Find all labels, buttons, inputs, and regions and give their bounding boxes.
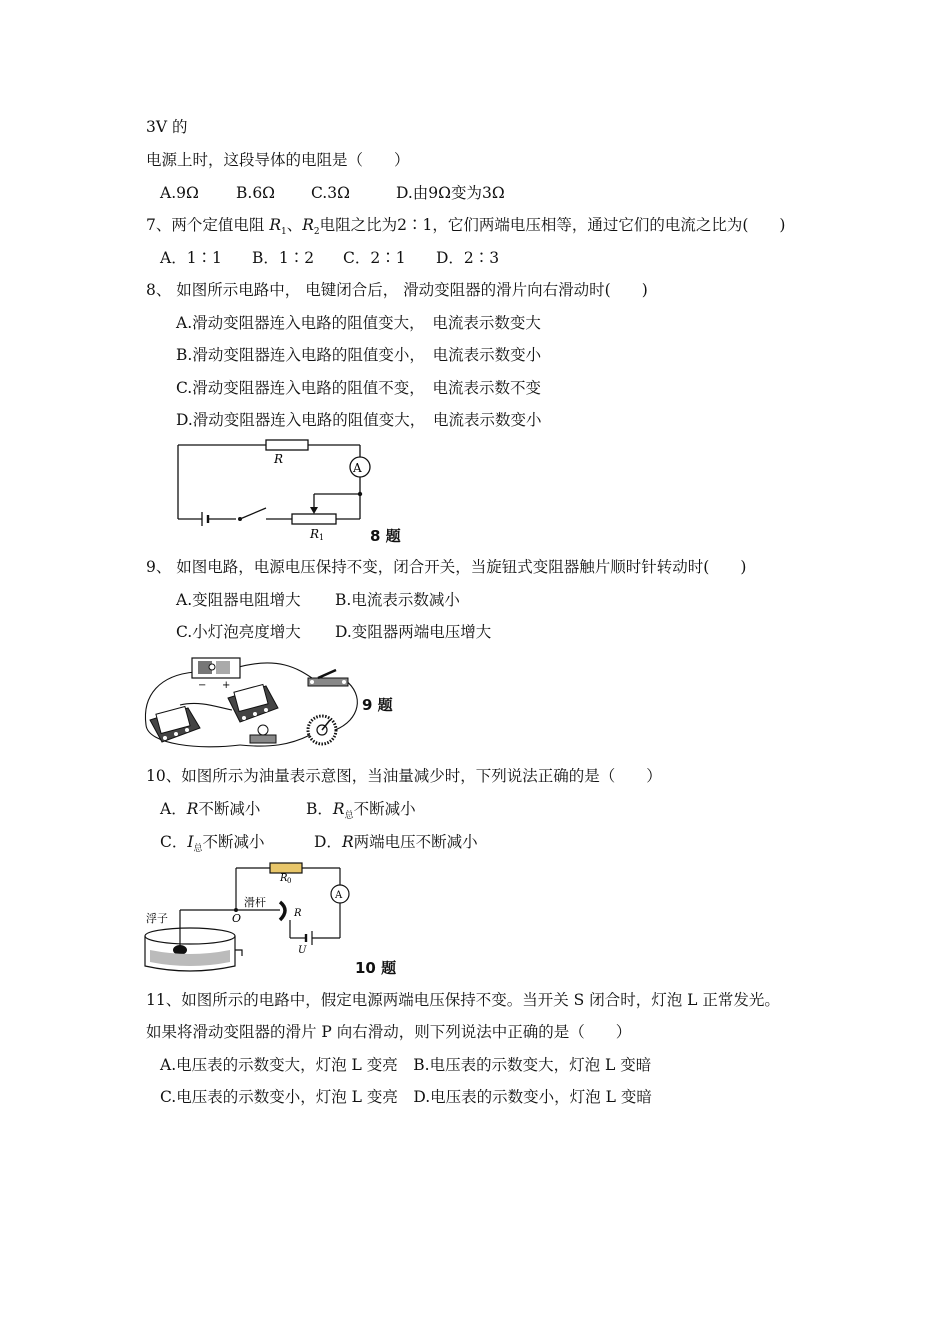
q10-oil: [150, 950, 230, 966]
q10-label-float: 浮子: [146, 912, 168, 925]
q9-wire-2: [235, 663, 315, 680]
q7-option-a: A．1∶1: [160, 249, 222, 267]
q9-battery-box: [192, 658, 240, 678]
q10-option-a: [160, 799, 260, 819]
q10-option-d-prefix: D．: [314, 833, 342, 851]
q6-option-d: D.由9Ω变为3Ω: [396, 184, 505, 202]
q6-line2: 电源上时，这段导体的电阻是（ ）: [146, 151, 410, 169]
q9-meter-2: [228, 684, 278, 722]
q10-option-c: [160, 832, 265, 859]
q10-option-c-var: I: [187, 833, 194, 851]
q10-option-c-sub: 总: [193, 844, 203, 855]
q10-option-b-sub: 总: [344, 811, 354, 822]
q10-option-a-text: 不断减小: [198, 800, 261, 818]
q10-option-b-text: 不断减小: [353, 800, 416, 818]
q8-switch-blade: [240, 508, 266, 519]
q10-oil-gauge-diagram: [140, 858, 355, 974]
q9-option-a: A.变阻器电阻增大: [176, 591, 301, 609]
q10-option-c-prefix: C．: [160, 833, 188, 851]
q10-resistor-r0: [270, 863, 302, 873]
q10-option-d-text: 两端电压不断减小: [353, 833, 478, 851]
q11-options-line1: A.电压表的示数变大，灯泡 L 变亮 B.电压表的示数变大，灯泡 L 变暗: [160, 1056, 652, 1074]
q7-sub2: 2: [313, 227, 320, 238]
q9-stem: 9、 如图电路，电源电压保持不变，闭合开关，当旋钮式变阻器触片顺时针转动时( ): [146, 558, 747, 576]
q10-tank-tap: [235, 950, 242, 956]
q10-option-b: [306, 799, 416, 826]
q7-option-b: B．1∶2: [252, 249, 315, 267]
q6-option-a: A.9Ω: [160, 184, 199, 202]
q9-rotary-rheostat: [308, 716, 336, 744]
q11-stem-line1: 11、如图所示的电路中，假定电源两端电压保持不变。当开关 S 闭合时，灯泡 L 正常发光。: [146, 991, 780, 1009]
q10-option-d: [314, 832, 478, 852]
q10-label-r0-sub: 0: [287, 877, 292, 885]
q9-lamp: [250, 725, 276, 743]
q8-label-a: A: [353, 461, 362, 475]
q10-label-lever: 滑杆: [244, 896, 266, 909]
q9-battery-plus: +: [222, 680, 231, 691]
q8-option-d: D.滑动变阻器连入电路的阻值变大， 电流表示数变小: [176, 411, 542, 429]
q9-option-b: B.电流表示数减小: [335, 591, 460, 609]
q8-label-r1-sub: 1: [319, 533, 325, 542]
q7-part-a: 两个定值电阻: [171, 216, 270, 234]
q8-figure-label: 8 题: [370, 527, 401, 545]
q6-option-c: C.3Ω: [311, 184, 350, 202]
q9-option-c: C.小灯泡亮度增大: [176, 623, 301, 641]
q9-ammeter: [150, 706, 200, 742]
q8-option-b: B.滑动变阻器连入电路的阻值变小， 电流表示数变小: [176, 346, 542, 364]
q10-label-a: A: [335, 890, 343, 901]
q10-arc-resistor-r: [280, 902, 285, 920]
q10-tank-top: [145, 928, 235, 944]
q7-option-c: C．2∶1: [343, 249, 406, 267]
q9-switch: [308, 670, 348, 686]
q8-slider-arrow: [310, 507, 318, 514]
q9-wire-3: [335, 680, 357, 730]
q8-rheostat-r1: [292, 514, 336, 524]
q7-r2: R: [302, 216, 314, 234]
q8-resistor-r: [266, 440, 308, 450]
q8-stem: 8、 如图所示电路中， 电键闭合后， 滑动变阻器的滑片向右滑动时( ): [146, 281, 648, 299]
q11-stem-line2: 如果将滑动变阻器的滑片 P 向右滑动，则下列说法中正确的是（ ）: [146, 1023, 632, 1041]
q8-option-c: C.滑动变阻器连入电路的阻值不变， 电流表示数不变: [176, 379, 541, 397]
q8-label-r: R: [274, 452, 284, 466]
q9-battery-minus: −: [198, 680, 207, 691]
q10-label-o: O: [232, 912, 242, 925]
q11-options-line2: C.电压表的示数变小，灯泡 L 变亮 D.电压表的示数变小，灯泡 L 变暗: [160, 1088, 652, 1106]
q7-option-d: D．2∶3: [436, 249, 500, 267]
q10-option-b-var: R: [332, 800, 345, 818]
q10-label-r: R: [294, 908, 302, 919]
q10-stem: 10、如图所示为油量表示意图，当油量减少时，下列说法正确的是（ ）: [146, 767, 662, 785]
q8-junction: [358, 492, 362, 496]
q7-sep: 、: [286, 216, 303, 234]
q8-label-r1: R: [310, 527, 320, 541]
q7-number: 7、: [146, 216, 172, 234]
q7-r1: R: [269, 216, 281, 234]
q10-option-a-var: R: [186, 800, 199, 818]
q10-option-d-var: R: [341, 833, 354, 851]
q7-stem: [146, 215, 785, 242]
q6-option-b: B.6Ω: [236, 184, 276, 202]
q10-label-u: U: [298, 945, 307, 956]
q8-circuit-diagram: [170, 436, 380, 546]
q10-label-r0: R: [280, 873, 288, 884]
q8-switch-pivot: [238, 517, 242, 521]
q9-circuit-picture: [140, 650, 380, 752]
q7-sub1: 1: [280, 227, 287, 238]
q10-option-a-prefix: A．: [160, 800, 187, 818]
q6-line1: 3V 的: [146, 118, 188, 136]
q8-option-a: A.滑动变阻器连入电路的阻值变大， 电流表示数变大: [176, 314, 541, 332]
q10-option-b-prefix: B．: [306, 800, 333, 818]
q9-option-d: D.变阻器两端电压增大: [335, 623, 492, 641]
q10-figure-label: 10 题: [355, 959, 397, 977]
q7-part-b: 电阻之比为2∶1，它们两端电压相等，通过它们的电流之比为( ): [319, 216, 786, 234]
q9-figure-label: 9 题: [362, 696, 393, 714]
q10-option-c-text: 不断减小: [202, 833, 265, 851]
